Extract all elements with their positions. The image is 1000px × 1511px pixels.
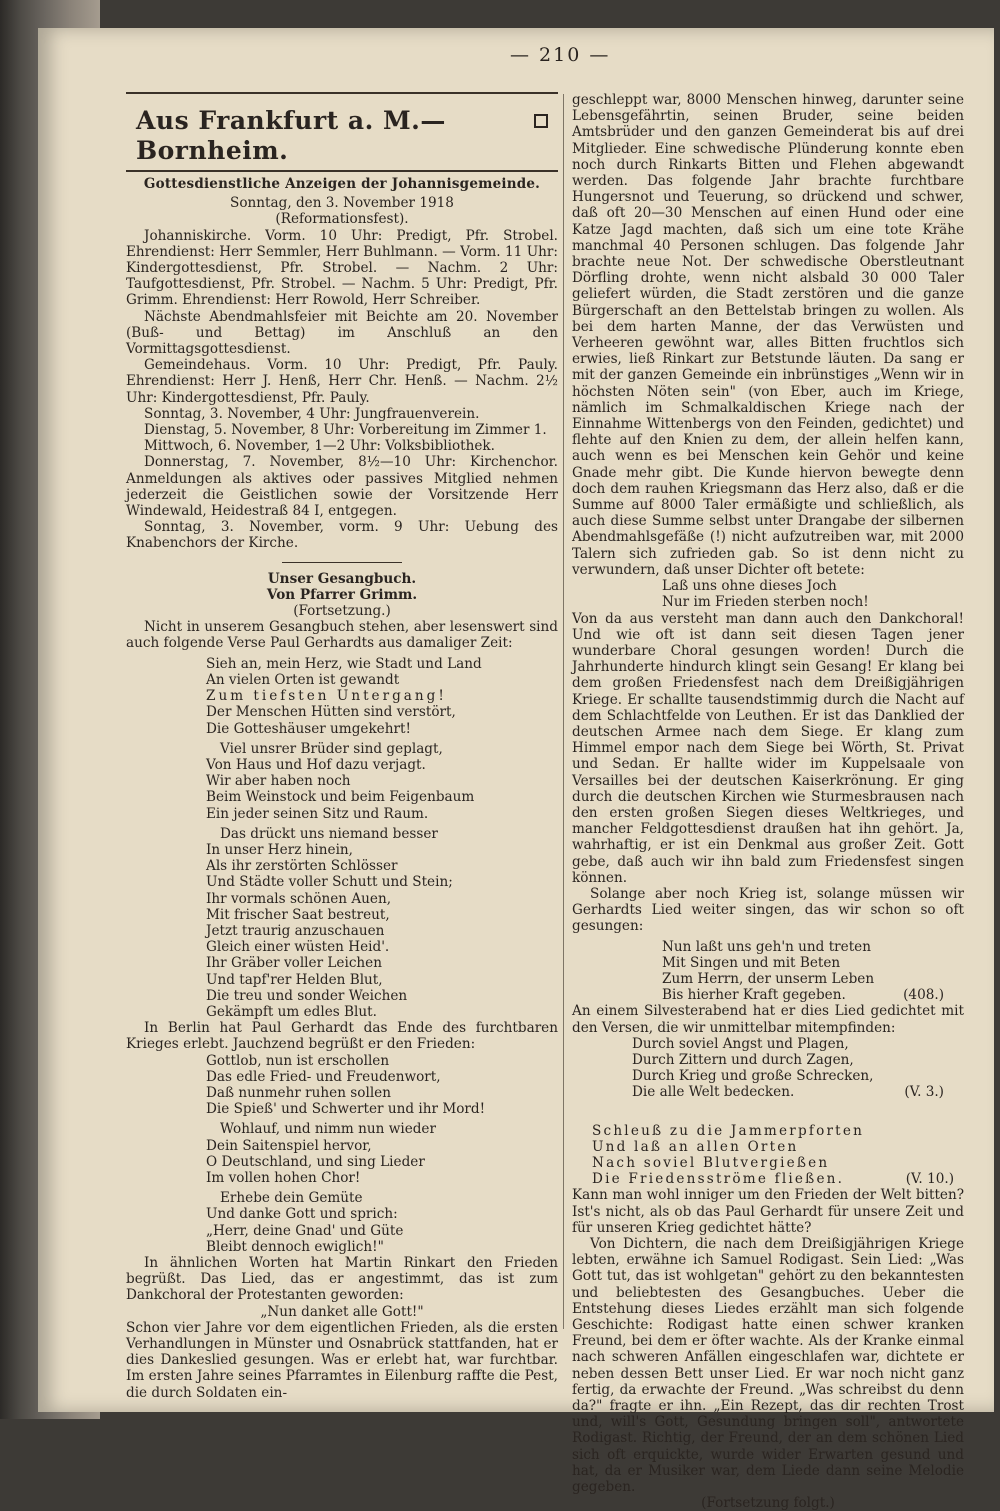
verse-line: Die Friedensströme fließen. (592, 1171, 845, 1188)
paragraph: Solange aber noch Krieg ist, solange müssen wir Gerhardts Lied weiter singen, das wir schon so oft gesungen: (572, 885, 964, 935)
verse-line: Das edle Fried- und Freudenwort, (206, 1068, 441, 1085)
verse-line: Gekämpft um edles Blut. (206, 1003, 377, 1020)
top-rule (126, 92, 558, 94)
verse-reference: (V. 10.) (905, 1171, 954, 1188)
verse-reference: (V. 3.) (904, 1084, 944, 1101)
verse-line: Schleuß zu die Jammerpforten (592, 1122, 865, 1139)
verse-line: Beim Weinstock und beim Feigenbaum (206, 789, 475, 806)
paragraph: Donnerstag, 7. November, 8½—10 Uhr: Kirchenchor. Anmeldungen als aktives oder passives Mitglied nehmen jederzeit die Geistlichen sowie der Vorsitzende Herr Windewald, Heidestraß 84 I, entgegen. (126, 454, 558, 520)
verse-line: In unser Herz hinein, (206, 841, 354, 858)
article-continued: (Fortsetzung.) (293, 603, 391, 620)
verse-line: Jetzt traurig anzuschauen (206, 922, 385, 939)
paragraph: Kann man wohl inniger um den Frieden der Welt bitten? Ist's nicht, als ob das Paul Gerhardt für unsere Zeit und für unseren Krieg gedichtet hätte? (572, 1187, 964, 1236)
column-divider (563, 94, 564, 1329)
paragraph: An einem Silvesterabend hat er dies Lied gedichtet mit den Versen, die wir unmittelbar mitempfinden: (572, 1003, 964, 1036)
verse-line: Sieh an, mein Herz, wie Stadt und Land (206, 655, 482, 672)
service-date: Sonntag, den 3. November 1918 (230, 195, 454, 212)
title-rule (126, 170, 558, 172)
verse-line: Zum Herrn, der unserm Leben (662, 970, 875, 987)
verse-line: Mit Singen und mit Beten (662, 954, 841, 971)
paragraph: In ähnlichen Worten hat Martin Rinkart den Frieden begrüßt. Das Lied, das er angestimmt, das ist zum Dankchoral der Protestanten geworden: (126, 1255, 558, 1304)
verse-block (572, 578, 964, 610)
paragraph: Mittwoch, 6. November, 1—2 Uhr: Volksbibliothek. (144, 438, 495, 455)
verse-block (126, 1190, 558, 1255)
verse-reference: (408.) (903, 987, 944, 1004)
paragraph: Nicht in unserem Gesangbuch stehen, aber lesenswert sind auch folgende Verse Paul Gerhardts aus damaliger Zeit: (126, 619, 558, 652)
verse-line: „Herr, deine Gnad' und Güte (206, 1222, 404, 1239)
verse-line: Durch soviel Angst und Plagen, (632, 1035, 849, 1052)
verse-line: Gottlob, nun ist erschollen (206, 1052, 390, 1069)
verse-line: Durch Krieg und große Schrecken, (632, 1068, 874, 1085)
verse-line: Und laß an allen Orten (592, 1138, 799, 1155)
left-column (126, 92, 558, 1401)
verse-line: An vielen Orten ist gewandt (206, 671, 400, 688)
verse-line: Und Städte voller Schutt und Stein; (206, 874, 453, 891)
continuation-note: (Fortsetzung folgt.) (701, 1495, 835, 1511)
paragraph: Sonntag, 3. November, vorm. 9 Uhr: Uebung des Knabenchors der Kirche. (126, 519, 558, 552)
square-ornament-icon (534, 114, 548, 128)
paragraph: Dienstag, 5. November, 8 Uhr: Vorbereitung im Zimmer 1. (144, 422, 547, 439)
verse-line: Durch Zittern und durch Zagen, (632, 1051, 854, 1068)
quote: „Nun danket alle Gott!" (260, 1303, 424, 1320)
verse-line: Zum tiefsten Untergang! (206, 688, 447, 705)
verse-line: Im vollen hohen Chor! (206, 1169, 361, 1186)
section-title (126, 98, 558, 170)
verse-line: Ihr Gräber voller Leichen (206, 955, 382, 972)
verse-line: Die Gotteshäuser umgekehrt! (206, 720, 411, 737)
verse-block (126, 656, 558, 737)
verse-line: Nun laßt uns geh'n und treten (662, 938, 871, 955)
verse-block (572, 939, 964, 1004)
paragraph: Johanniskirche. Vorm. 10 Uhr: Predigt, Pfr. Strobel. Ehrendienst: Herr Semmler, Herr Buhlmann. — Vorm. 11 Uhr: Kindergottesdienst, Pfr. Strobel. — Nachm. 2 Uhr: Taufgottesdienst, Pfr. Strobel. — Nachm. 5 Uhr: Predigt, Pfr. Grimm. Ehrendienst: Herr Rowold, Herr Schreiber. (126, 227, 558, 309)
verse-line: Die Spieß' und Schwerter und ihr Mord! (206, 1101, 486, 1118)
verse-line: Von Haus und Hof dazu verjagt. (206, 756, 426, 773)
verse-block (126, 826, 558, 1020)
verse-line: Ein jeder seinen Sitz und Raum. (206, 805, 429, 822)
paragraph: Sonntag, 3. November, 4 Uhr: Jungfrauenverein. (144, 405, 480, 422)
announcements-heading: Gottesdienstliche Anzeigen der Johannisgemeinde. (143, 176, 541, 192)
verse-line: Laß uns ohne dieses Joch (662, 578, 837, 595)
verse-line: Die alle Welt bedecken. (632, 1084, 795, 1101)
verse-line: Als ihr zerstörten Schlösser (206, 858, 398, 875)
verse-block (126, 1121, 558, 1186)
verse-line: Mit frischer Saat bestreut, (206, 906, 390, 923)
verse-line: Und tapf'rer Helden Blut, (206, 971, 383, 988)
verse-line: Die treu und sonder Weichen (206, 987, 408, 1004)
verse-line: Bleibt dennoch ewiglich!" (206, 1238, 384, 1255)
verse-line: Und danke Gott und sprich: (206, 1206, 398, 1223)
verse-line: Das drückt uns niemand besser (220, 825, 438, 842)
paragraph: Von da aus versteht man dann auch den Dankchoral! Und wie oft ist dann seit diesen Tagen jener wunderbare Choral gesungen worden! Durch die Jahrhunderte hindurch klingt sein Gesang! Er klang bei dem großen Friedensfest nach dem Dreißigjährigen Kriege. Er schallte tausendstimmig durch die Nacht auf dem Schlachtfelde von Leuthen. Er ist das Danklied der deutschen Armee nach dem Siege. Er klang zum Himmel empor nach dem Siege bei Wörth, St. Privat und Sedan. Er hallte wider im Kuppelsaale von Versailles bei der deutschen Kaiserkrönung. Er ging durch die deutschen Kirchen wie Sturmesbrausen nach den ersten großen Siegen dieses Weltkrieges, und mancher Feldgottesdienst draußen hat ihn gehört. Ja, wahrhaftig, er ist ein Denkmal aus großer Zeit. Gott gebe, daß auch wir ihn bald zum Friedensfest singen können. (572, 610, 964, 886)
verse-line: Wir aber haben noch (206, 773, 351, 790)
verse-line: Gleich einer wüsten Heid'. (206, 939, 390, 956)
verse-line: Erhebe dein Gemüte (220, 1190, 363, 1207)
verse-line: Daß nunmehr ruhen sollen (206, 1084, 391, 1101)
verse-line: Bis hierher Kraft gegeben. (662, 987, 846, 1004)
verse-block (572, 1036, 964, 1101)
feast-name: (Reformationsfest). (275, 211, 409, 228)
section-title-text: Aus Frankfurt a. M.—Bornheim. (136, 106, 446, 165)
verse-line: Nur im Frieden sterben noch! (662, 594, 869, 611)
paragraph: Gemeindehaus. Vorm. 10 Uhr: Predigt, Pfr. Pauly. Ehrendienst: Herr J. Henß, Herr Chr. Henß. — Nachm. 2½ Uhr: Kindergottesdienst, Pfr. Pauly. (126, 357, 558, 406)
verse-block (126, 741, 558, 822)
page-number: — 210 — (510, 44, 611, 66)
article-author: Von Pfarrer Grimm. (266, 586, 418, 603)
verse-block (572, 1123, 964, 1188)
paragraph: geschleppt war, 8000 Menschen hinweg, darunter seine Lebensgefährtin, seinen Bruder, seine beiden Amtsbrüder und den ganzen Gemeinderat bis auf drei Mitglieder. Eine schwedische Plünderung konnte eben noch durch Rinkarts Bitten und Flehen abgewandt werden. Das folgende Jahr brachte furchtbare Hungersnot und Teuerung, so drückend und schwer, daß oft 20—30 Menschen auf einen Hund oder eine Katze Jagd machten, daß sich um eine tote Krähe manchmal 40 Personen schlugen. Das folgende Jahr brachte neue Not. Der schwedische Oberstleutnant Dörfling drohte, wenn nicht alsbald 30 000 Taler geliefert würden, die Stadt zerstören und die ganze Bürgerschaft an den Bettelstab bringen zu wollen. Als bei dem harten Manne, der das Verwüsten und Verheeren gewöhnt war, alles Bitten fruchtlos sich erwies, ließ Rinkart zur Betstunde läuten. Da sang er mit der ganzen Gemeinde ein inbrünstiges „Wenn wir in höchsten Nöten sein" (von Eber, auch im Kriege, nämlich im Schmalkaldischen Kriege nach der Einnahme Wittenbergs von den Feinden, gedichtet) und flehte auf den Knien zu dem, der allein helfen kann, auch wenn es bei Menschen kein Gehör und keine Gnade mehr gibt. Die Kunde hiervon bewegte denn doch dem rauhen Kriegsmann das Herz also, daß er die Summe auf 8000 Taler ermäßigte und schließlich, als auch diese Summe selbst unter Drangabe der silbernen Abendmahlsgefäße (!) nicht aufzutreiben war, mit 2000 Talern sich zufrieden gab. So ist denn nicht zu verwundern, daß unser Dichter oft betete: (572, 92, 964, 578)
verse-line: Nach soviel Blutvergießen (592, 1155, 830, 1171)
verse-line: Dein Saitenspiel hervor, (206, 1137, 372, 1154)
verse-line: O Deutschland, und sing Lieder (206, 1153, 425, 1170)
paragraph: In Berlin hat Paul Gerhardt das Ende des furchtbaren Krieges erlebt. Jauchzend begrüßt er den Frieden: (126, 1020, 558, 1053)
right-column (572, 92, 964, 1511)
paragraph: Nächste Abendmahlsfeier mit Beichte am 20. November (Buß- und Bettag) im Anschluß an den Vormittagsgottesdienst. (126, 308, 558, 358)
verse-line: Ihr vormals schönen Auen, (206, 890, 392, 907)
verse-line: Viel unsrer Brüder sind geplagt, (220, 740, 443, 757)
verse-line: Wohlauf, und nimm nun wieder (220, 1121, 436, 1138)
verse-block (126, 1053, 558, 1118)
paragraph: Schon vier Jahre vor dem eigentlichen Frieden, als die ersten Verhandlungen in Münster und Osnabrück stattfanden, hat er dies Dankeslied gesungen. Was er erlebt hat, war furchtbar. Im ersten Jahre seines Pfarramtes in Eilenburg raffte die Pest, die durch Soldaten ein- (126, 1319, 558, 1401)
verse-line: Der Menschen Hütten sind verstört, (206, 704, 456, 721)
article-title: Unser Gesangbuch. (267, 570, 417, 587)
separator (282, 562, 402, 563)
paragraph: Von Dichtern, die nach dem Dreißigjährigen Kriege lebten, erwähne ich Samuel Rodigast. Sein Lied: „Was Gott tut, das ist wohlgetan" gehört zu den bekanntesten und beliebtesten des Gesangbuches. Ueber die Entstehung dieses Liedes erzählt man sich folgende Geschichte: Rodigast hatte einen schwer kranken Freund, bei dem er öfter wachte. Als der Kranke einmal nach schweren Anfällen eingeschlafen war, dichtete er neben dessen Bett unser Lied. Er war noch nicht ganz fertig, da erwachte der Freund. „Was schreibst du denn da?" fragte er ihn. „Ein Rezept, das dir rechten Trost und, will's Gott, Gesundung bringen soll", antwortete Rodigast. Richtig, der Freund, der an dem schönen Lied sich oft erquickte, wurde wider Erwarten gesund und hat, da er Musiker war, dem Liede dann seine Melodie gegeben. (572, 1236, 964, 1496)
